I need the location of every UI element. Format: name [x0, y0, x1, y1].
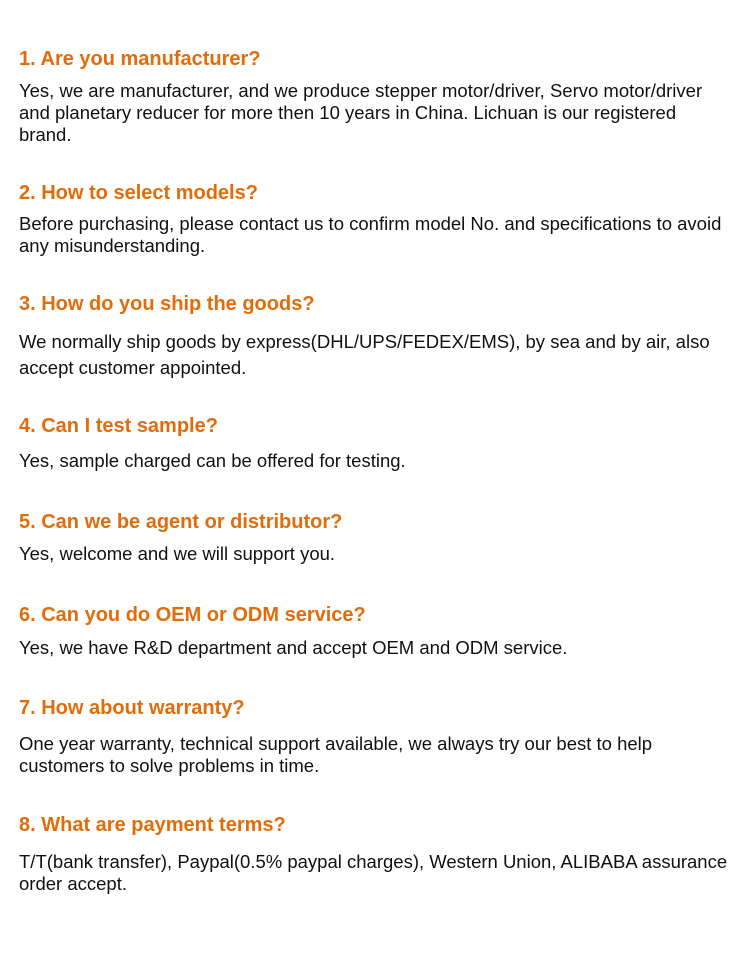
faq-item: [19, 181, 731, 257]
faq-answer: T/T(bank transfer), Paypal(0.5% paypal charges), Western Union, ALIBABA assurance order accept.: [19, 851, 728, 894]
faq-item: [19, 292, 731, 381]
faq-answer: Before purchasing, please contact us to confirm model No. and specifications to avoid any misunderstanding.: [19, 213, 722, 256]
faq-question: 6. Can you do OEM or ODM service?: [19, 604, 366, 626]
faq-question: 2. How to select models?: [19, 182, 258, 204]
faq-item: [19, 510, 731, 565]
faq-answer: One year warranty, technical support available, we always try our best to help customers to solve problems in time.: [19, 733, 653, 776]
faq-answer: We normally ship goods by express(DHL/UPS/FEDEX/EMS), by sea and by air, also accept customer appointed.: [19, 331, 710, 378]
faq-question: 5. Can we be agent or distributor?: [19, 511, 343, 533]
faq-question: 1. Are you manufacturer?: [19, 48, 261, 70]
faq-answer: Yes, welcome and we will support you.: [19, 543, 336, 564]
faq-question: 7. How about warranty?: [19, 697, 245, 719]
faq-question: 8. What are payment terms?: [19, 814, 286, 836]
faq-question: 3. How do you ship the goods?: [19, 293, 315, 315]
faq-answer: Yes, sample charged can be offered for testing.: [19, 450, 406, 471]
faq-item: [19, 813, 731, 895]
faq-item: [19, 414, 731, 472]
faq-answer: Yes, we have R&D department and accept OEM and ODM service.: [19, 637, 568, 658]
faq-item: [19, 603, 731, 659]
faq-item: [19, 47, 731, 146]
faq-answer: Yes, we are manufacturer, and we produce stepper motor/driver, Servo motor/driver and planetary reducer for more then 10 years in China. Lichuan is our registered brand.: [19, 80, 703, 145]
faq-question: 4. Can I test sample?: [19, 415, 218, 437]
faq-item: [19, 696, 731, 777]
